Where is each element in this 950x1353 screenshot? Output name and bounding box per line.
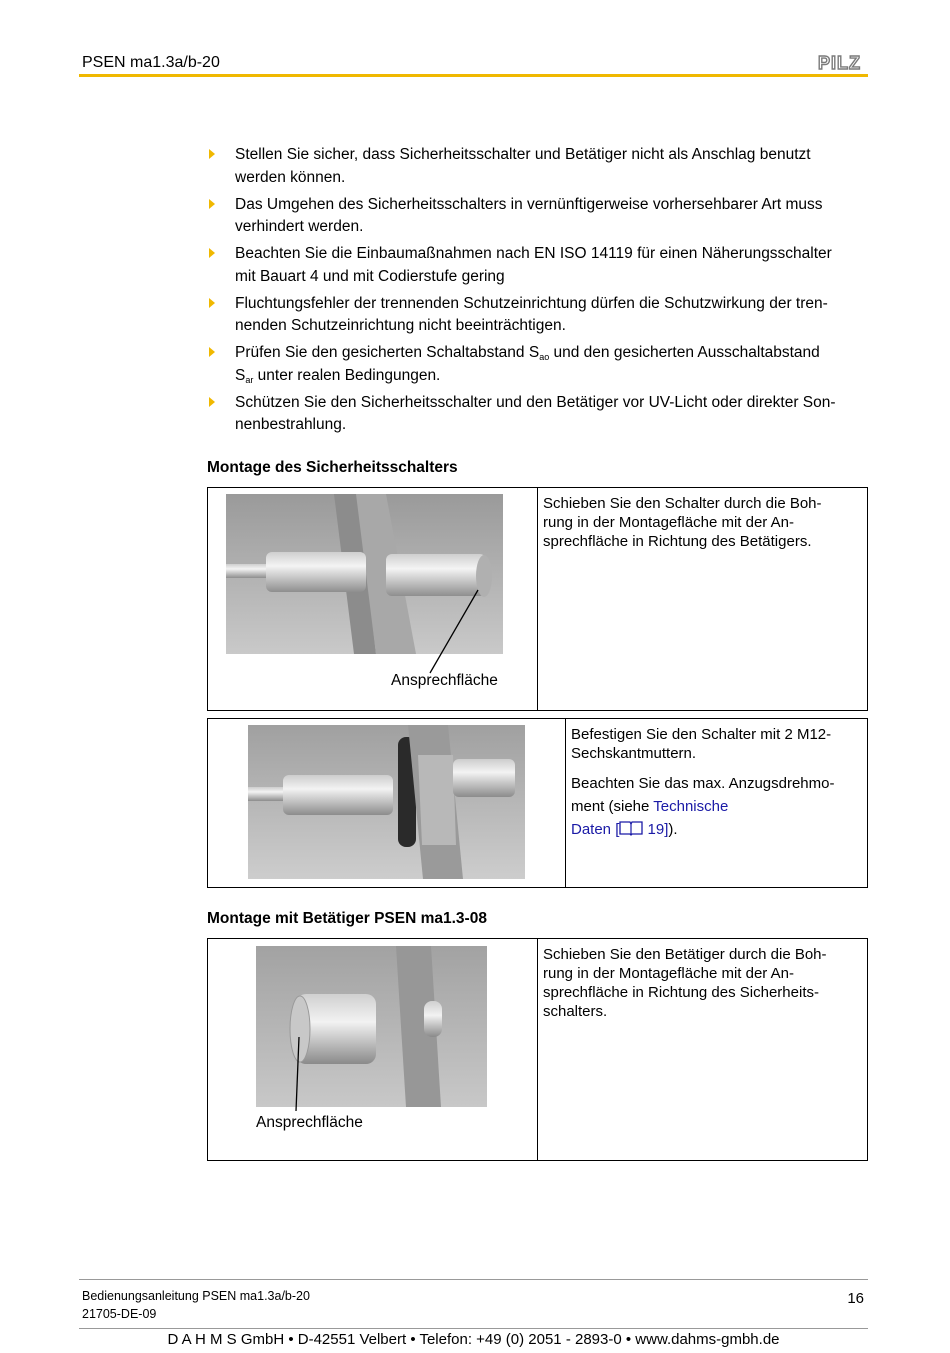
- bullet-arrow-icon: [209, 149, 215, 159]
- footer-doc-number: 21705-DE-09: [82, 1307, 157, 1321]
- company-address: D A H M S GmbH • D-42551 Velbert • Telefon: +49 (0) 2051 - 2893-0 • www.dahms-gmbh.de: [167, 1331, 780, 1348]
- list-item: Das Umgehen des Sicherheitsschalters in vernünftigerweise vorhersehbarer Art muss verhindert werden.: [207, 194, 869, 239]
- footer-document-info: [82, 1287, 310, 1323]
- book-icon: [619, 820, 643, 836]
- mounting-table-2: [207, 718, 868, 888]
- callout-label: Ansprechfläche: [256, 1114, 363, 1131]
- bullet-arrow-icon: [209, 347, 215, 357]
- document-title: PSEN ma1.3a/b-20: [82, 54, 220, 71]
- instruction-text: Schieben Sie den Schalter durch die Boh- rung in der Montagefläche mit der An- sprechfläche in Richtung des Betätigers.: [543, 495, 822, 550]
- page-number: 16: [847, 1290, 864, 1307]
- pilz-logo: [818, 53, 868, 73]
- svg-text:PILZ: PILZ: [818, 53, 861, 73]
- list-item: Stellen Sie sicher, dass Sicherheitsschalter und Betätiger nicht als Anschlag benutzt werden können.: [207, 144, 869, 189]
- page-reference[interactable]: 19]: [643, 821, 669, 838]
- switch-fastening-image: [248, 725, 525, 879]
- callout-label: Ansprechfläche: [391, 672, 498, 689]
- instruction-text: Befestigen Sie den Schalter mit 2 M12- Sechskantmuttern. Beachten Sie das max. Anzugsdrehmo- ment (siehe Technische Daten [ 19]).: [571, 726, 835, 838]
- instruction-text: Schieben Sie den Betätiger durch die Boh- rung in der Montagefläche mit der An- sprechfläche in Richtung des Sicherheits- schalters.: [543, 946, 827, 1020]
- footer-doc-title: Bedienungsanleitung PSEN ma1.3a/b-20: [82, 1289, 310, 1303]
- list-item: Prüfen Sie den gesicherten Schaltabstand $S_{ao}$ und den gesicherten Ausschaltabstand $S_{ar}$ unter realen Bedingungen.: [207, 342, 869, 387]
- section-heading-switch-mounting: Montage des Sicherheitsschalters: [207, 459, 458, 476]
- list-item: Fluchtungsfehler der trennenden Schutzeinrichtung dürfen die Schutzwirkung der tren- nenden Schutzeinrichtung nicht beeinträchtigen.: [207, 293, 869, 338]
- header-rule: [79, 74, 868, 77]
- technical-data-link-cont[interactable]: Daten [: [571, 821, 620, 838]
- mounting-table-3: [207, 938, 868, 1161]
- section-heading-actuator-mounting: Montage mit Betätiger PSEN ma1.3-08: [207, 910, 487, 927]
- footer-rule: [79, 1279, 868, 1280]
- bullet-arrow-icon: [209, 199, 215, 209]
- technical-data-link[interactable]: Technische: [653, 798, 729, 815]
- list-item: Schützen Sie den Sicherheitsschalter und den Betätiger vor UV-Licht oder direkter Son- nenbestrahlung.: [207, 392, 869, 437]
- safety-bullet-list: [207, 144, 869, 441]
- table-divider: [565, 719, 566, 887]
- footer-rule-2: [79, 1328, 868, 1329]
- mounting-table-1: [207, 487, 868, 711]
- list-item: Beachten Sie die Einbaumaßnahmen nach EN ISO 14119 für einen Näherungsschalter mit Bauart 4 und mit Codierstufe gering: [207, 243, 869, 288]
- bullet-arrow-icon: [209, 298, 215, 308]
- bullet-arrow-icon: [209, 397, 215, 407]
- bullet-arrow-icon: [209, 248, 215, 258]
